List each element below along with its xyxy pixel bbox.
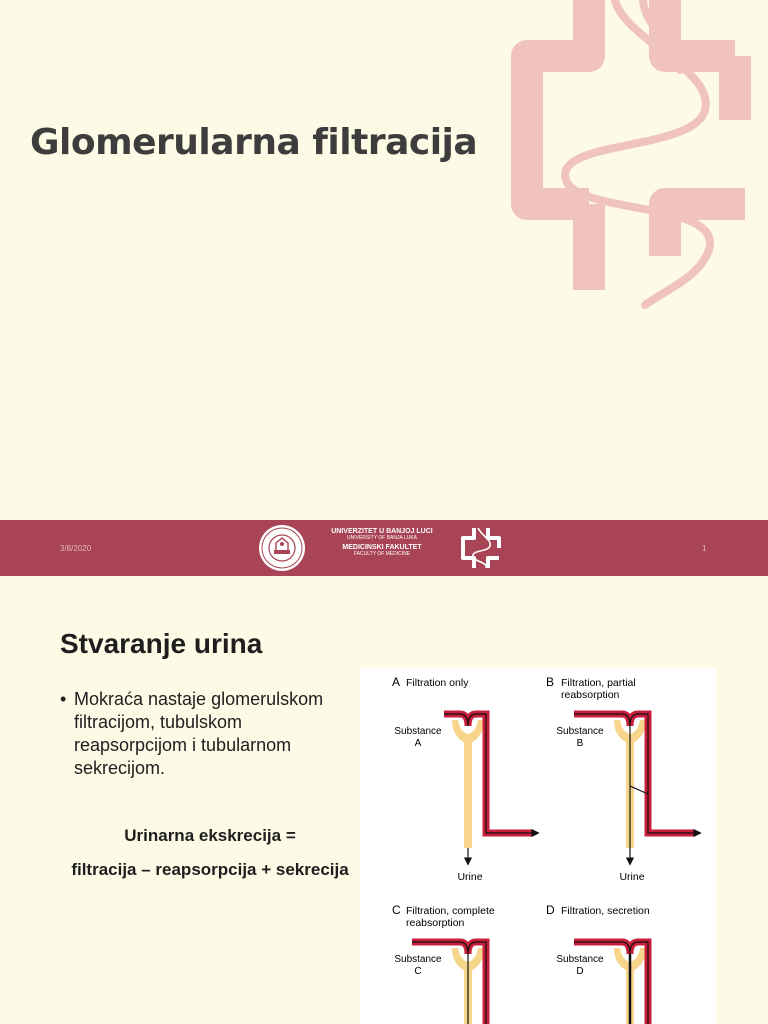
- panel-label: Filtration, complete: [406, 905, 495, 917]
- panel-letter: B: [546, 675, 555, 689]
- panel-letter: A: [392, 675, 401, 689]
- bullet-dot-icon: •: [60, 689, 67, 709]
- substance-letter: A: [414, 738, 422, 749]
- panel-letter: D: [546, 903, 555, 917]
- formula-line-1: Urinarna ekskrecija =: [124, 826, 296, 845]
- faculty-cross-logo: [505, 0, 768, 310]
- panel-c: [392, 903, 495, 1024]
- urine-formation-figure: [360, 668, 716, 1024]
- slide-title: Glomerularna filtracija: [30, 122, 478, 163]
- content-slide: [0, 576, 768, 1024]
- university-seal-logo: [258, 524, 306, 572]
- bullet-text: Mokraća nastaje glomerulskom filtracijom, tubulskom reapsorpcijom i tubularnom sekrecijom.: [74, 689, 324, 778]
- panel-d: [546, 903, 650, 1024]
- formula-line-2: filtracija – reapsorpcija + sekrecija: [71, 860, 349, 879]
- panel-label: Filtration, partial: [561, 677, 636, 689]
- faculty-cross-icon: [460, 526, 502, 570]
- panel-b: [546, 675, 700, 883]
- substance-label: Substance: [556, 726, 604, 737]
- panel-label-line2: reabsorption: [406, 917, 465, 929]
- university-name-en: UNIVERSITY OF BANJA LUKA: [347, 535, 417, 542]
- bullet-item: [60, 688, 350, 780]
- panel-a: [392, 675, 538, 883]
- panel-label: Filtration only: [406, 677, 469, 689]
- panel-letter: C: [392, 903, 401, 917]
- panel-label: Filtration, secretion: [561, 905, 650, 917]
- university-text: [312, 528, 452, 558]
- panel-label-line2: reabsorption: [561, 689, 620, 701]
- urine-label: Urine: [619, 871, 645, 883]
- substance-letter: B: [576, 738, 584, 749]
- substance-letter: D: [576, 966, 584, 977]
- formula: [70, 824, 350, 882]
- footer-page-number: 1: [702, 544, 707, 553]
- faculty-name: MEDICINSKI FAKULTET: [342, 543, 422, 551]
- slide-title: Stvaranje urina: [60, 628, 263, 659]
- footer-date: 3/8/2020: [60, 544, 92, 553]
- university-name: UNIVERZITET U BANJOJ LUCI: [331, 528, 433, 535]
- urine-label: Urine: [457, 871, 483, 883]
- substance-label: Substance: [556, 954, 604, 965]
- footer-band: [0, 520, 768, 576]
- faculty-name-en: FACULTY OF MEDICINE: [353, 550, 411, 557]
- substance-label: Substance: [394, 954, 442, 965]
- substance-letter: C: [414, 966, 422, 977]
- substance-label: Substance: [394, 726, 442, 737]
